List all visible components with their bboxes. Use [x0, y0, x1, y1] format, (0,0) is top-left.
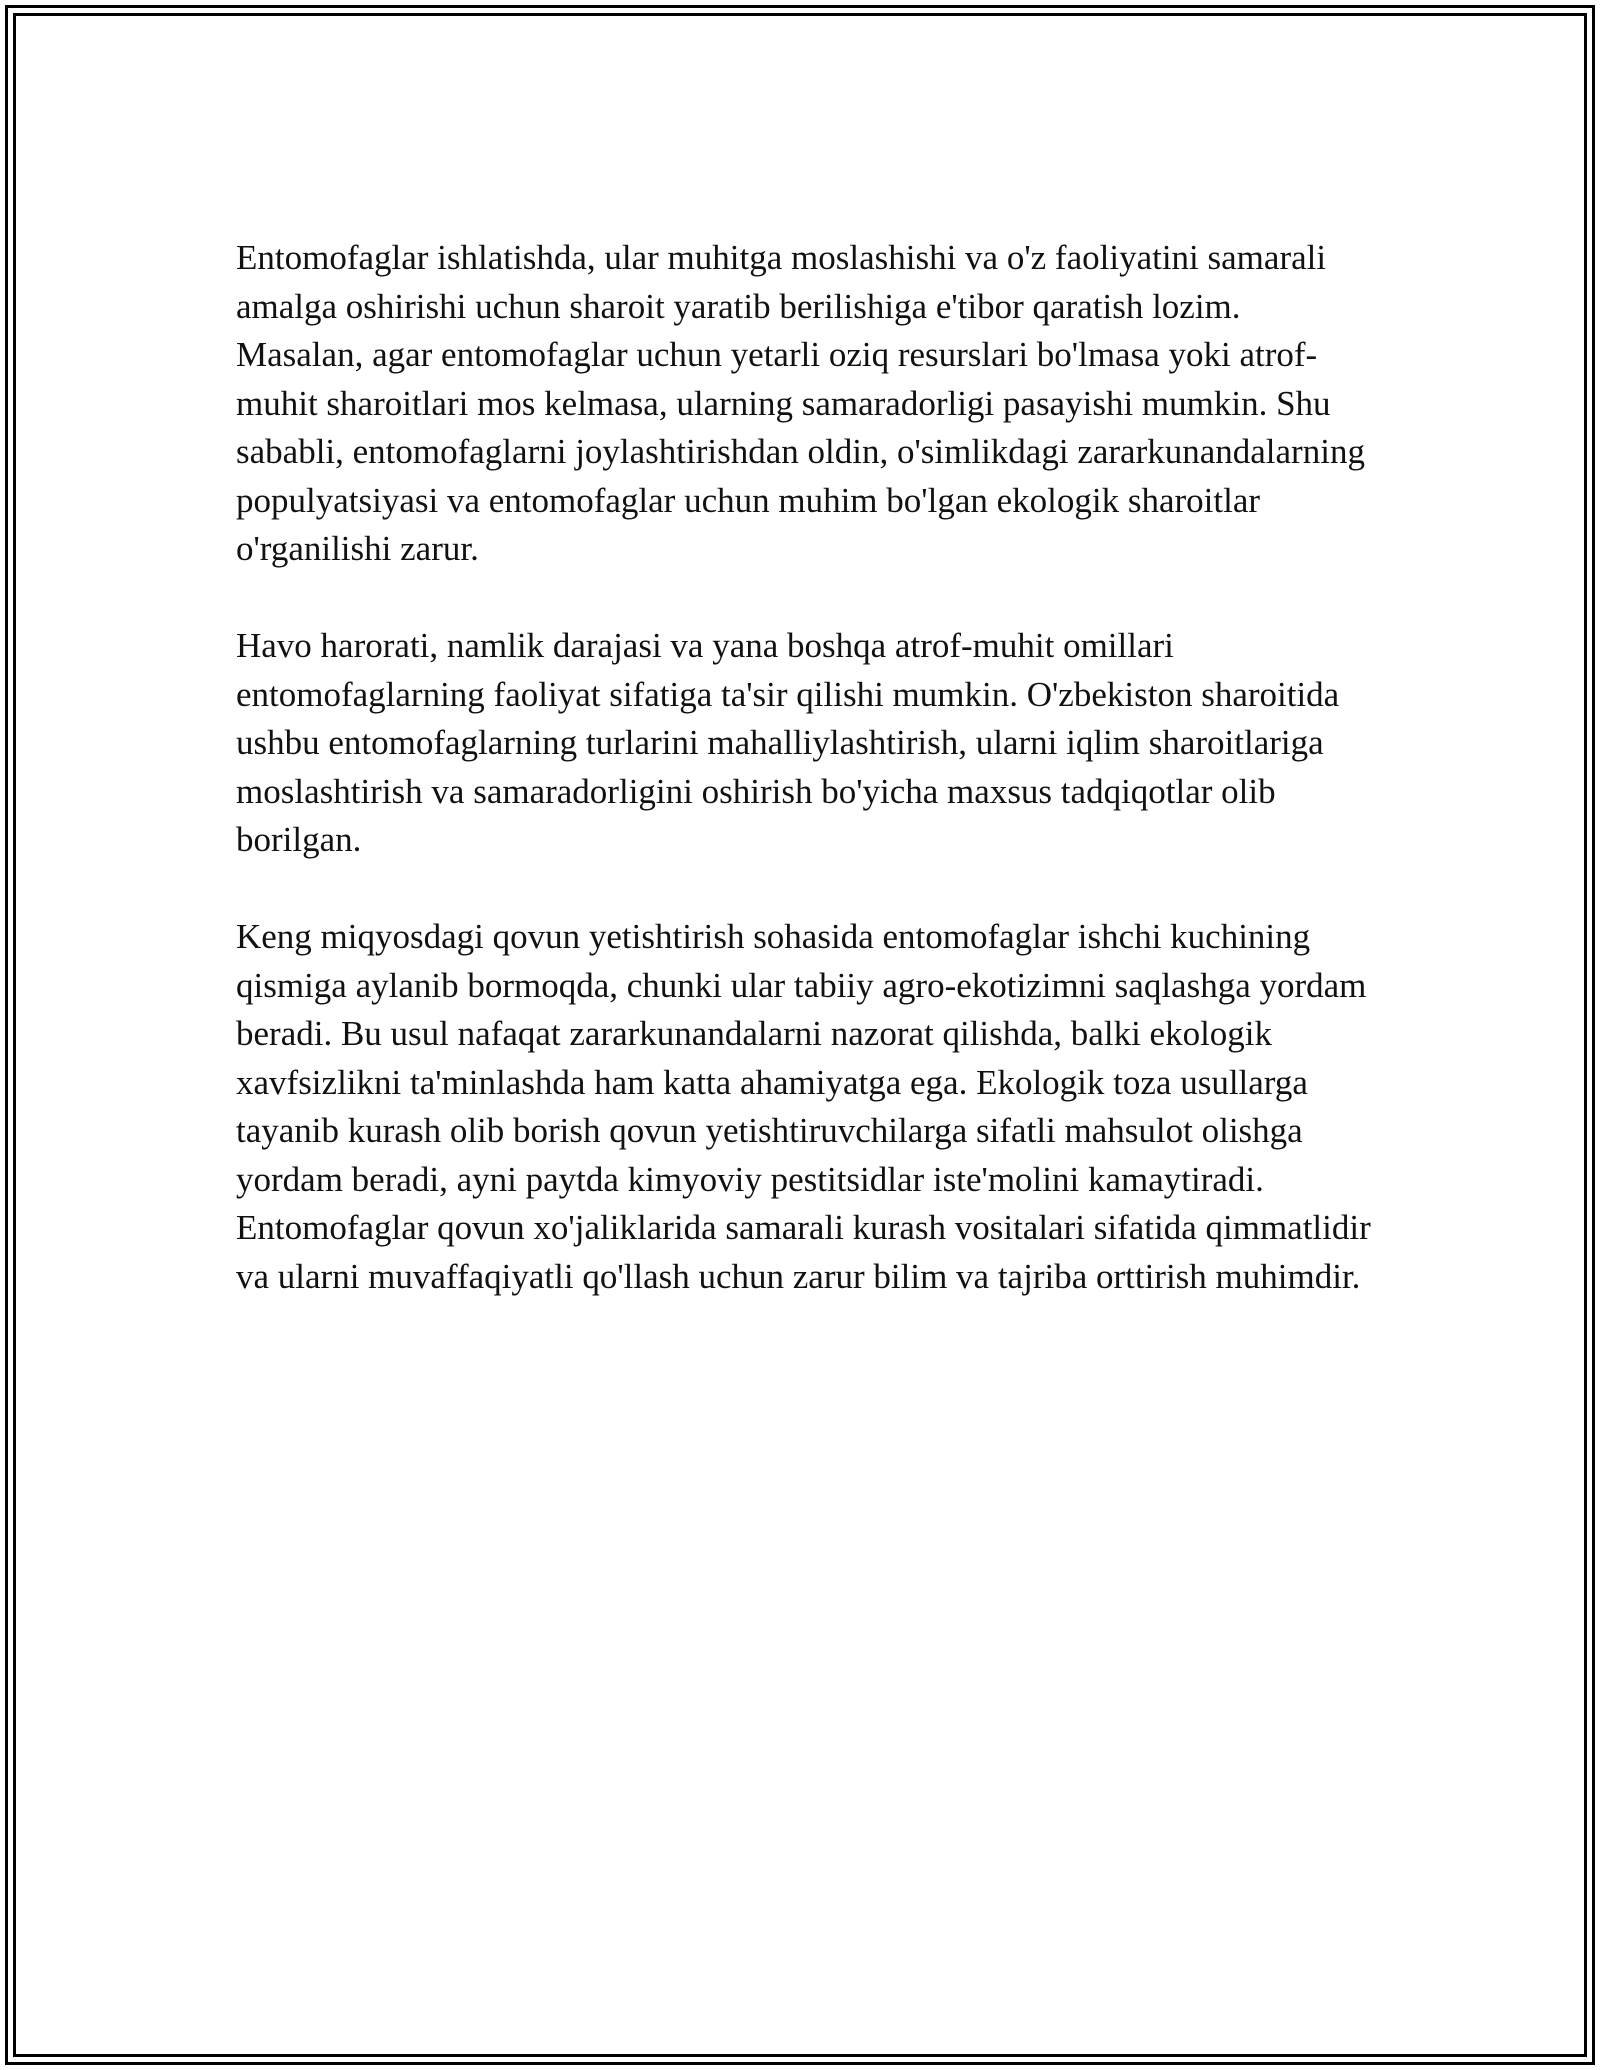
document-body	[236, 234, 1376, 1301]
paragraph-1: Entomofaglar ishlatishda, ular muhitga moslashishi va o'z faoliyatini samarali amalga oshirishi uchun sharoit yaratib berilishiga e'tibor qaratish lozim. Masalan, agar entomofaglar uchun yetarli oziq resurslari bo'lmasa yoki atrof-muhit sharoitlari mos kelmasa, ularning samaradorligi pasayishi mumkin. Shu sababli, entomofaglarni joylashtirishdan oldin, o'simlikdagi zararkunandalarning populyatsiyasi va entomofaglar uchun muhim bo'lgan ekologik sharoitlar o'rganilishi zarur.	[236, 238, 1365, 568]
paragraph-2: Havo harorati, namlik darajasi va yana boshqa atrof-muhit omillari entomofaglarning faoliyat sifatiga ta'sir qilishi mumkin. O'zbekiston sharoitida ushbu entomofaglarning turlarini mahalliylashtirish, ularni iqlim sharoitlariga moslashtirish va samaradorligini oshirish bo'yicha maxsus tadqiqotlar olib borilgan.	[236, 626, 1340, 859]
paragraph-3: Keng miqyosdagi qovun yetishtirish sohasida entomofaglar ishchi kuchining qismiga aylanib bormoqda, chunki ular tabiiy agro-ekotizimni saqlashga yordam beradi. Bu usul nafaqat zararkunandalarni nazorat qilishda, balki ekologik xavfsizlikni ta'minlashda ham katta ahamiyatga ega. Ekologik toza usullarga tayanib kurash olib borish qovun yetishtiruvchilarga sifatli mahsulot olishga yordam beradi, ayni paytda kimyoviy pestitsidlar iste'molini kamaytiradi. Entomofaglar qovun xo'jaliklarida samarali kurash vositalari sifatida qimmatlidir va ularni muvaffaqiyatli qo'llash uchun zarur bilim va tajriba orttirish muhimdir.	[236, 917, 1371, 1296]
